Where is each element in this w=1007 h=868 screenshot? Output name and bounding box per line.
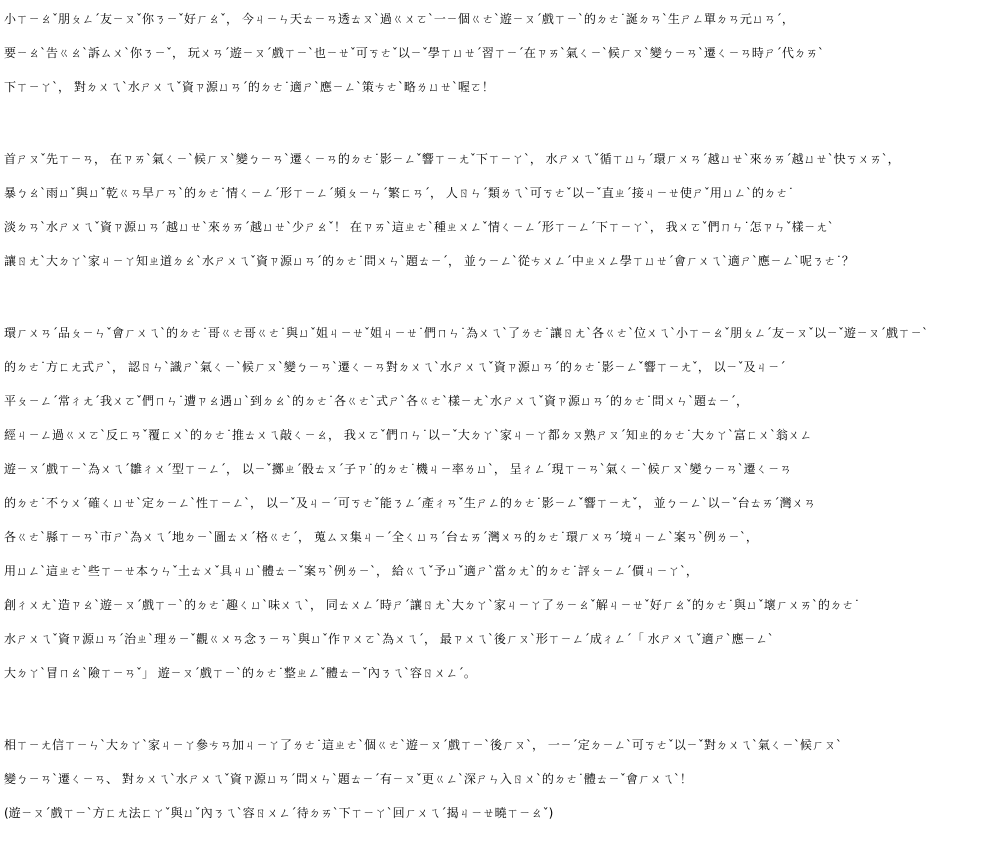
- text-line: 經ㄐㄧㄥ過ㄍㄨㄛˋ反ㄈㄢˇ覆ㄈㄨˋ的ㄉㄜ˙推ㄊㄨㄟ敲ㄑㄧㄠ， 我ㄨㄛˇ們ㄇㄣ˙以ㄧˇ大ㄉㄚˋ家ㄐㄧㄚ都ㄉㄡ熟ㄕㄡˊ知ㄓ的ㄉㄜ˙大ㄉㄚˋ富ㄈㄨˋ翁ㄨㄥ: [4, 428, 812, 442]
- paragraph-conclusion: [4, 728, 1004, 830]
- text-line: 首ㄕㄡˇ先ㄒㄧㄢ， 在ㄗㄞˋ氣ㄑㄧˋ候ㄏㄡˋ變ㄅㄧㄢˋ遷ㄑㄧㄢ的ㄉㄜ˙影ㄧㄥˇ響ㄒㄧㄤˇ下ㄒㄧㄚˋ， 水ㄕㄨㄟˇ循ㄒㄩㄣˊ環ㄏㄨㄢˊ越ㄩㄝˋ來ㄌㄞˊ越ㄩㄝˋ快ㄎㄨㄞˋ，: [4, 152, 900, 166]
- paragraph-game-design: [4, 316, 1004, 690]
- document-body: [4, 2, 1004, 868]
- text-line: 要ㄧㄠˋ告ㄍㄠˋ訴ㄙㄨˋ你ㄋㄧˇ， 玩ㄨㄢˊ遊ㄧㄡˊ戲ㄒㄧˋ也ㄧㄝˇ可ㄎㄜˇ以ㄧˇ學ㄒㄩㄝˊ習ㄒㄧˊ在ㄗㄞˋ氣ㄑㄧˋ候ㄏㄡˋ變ㄅㄧㄢˋ遷ㄑㄧㄢ時ㄕˊ代ㄉㄞˋ: [4, 46, 824, 60]
- text-line: (遊ㄧㄡˊ戲ㄒㄧˋ方ㄈㄤ法ㄈㄚˇ與ㄩˇ內ㄋㄟˋ容ㄖㄨㄥˊ待ㄉㄞˋ下ㄒㄧㄚˋ回ㄏㄨㄟˊ揭ㄐㄧㄝ曉ㄒㄧㄠˇ): [4, 806, 554, 820]
- paragraph-intro: [4, 2, 1004, 104]
- text-line: 用ㄩㄥˋ這ㄓㄜˋ些ㄒㄧㄝ本ㄅㄣˇ土ㄊㄨˇ具ㄐㄩˋ體ㄊㄧˇ案ㄢˋ例ㄌㄧˋ， 給ㄍㄟˇ予ㄩˇ適ㄕˋ當ㄉㄤˋ的ㄉㄜ˙評ㄆㄧㄥˊ價ㄐㄧㄚˋ，: [4, 564, 698, 578]
- text-line: 創ㄔㄨㄤˋ造ㄗㄠˋ遊ㄧㄡˊ戲ㄒㄧˋ的ㄉㄜ˙趣ㄑㄩˋ味ㄨㄟˋ， 同ㄊㄨㄥˊ時ㄕˊ讓ㄖㄤˋ大ㄉㄚˋ家ㄐㄧㄚ了ㄌㄧㄠˇ解ㄐㄧㄝˇ好ㄏㄠˇ的ㄉㄜ˙與ㄩˇ壞ㄏㄨㄞˋ的ㄉㄜ˙: [4, 598, 860, 612]
- text-line: 水ㄕㄨㄟˇ資ㄗ源ㄩㄢˊ治ㄓˋ理ㄌㄧˇ觀ㄍㄨㄢ念ㄋㄧㄢˋ與ㄩˇ作ㄗㄨㄛˋ為ㄨㄟˊ， 最ㄗㄨㄟˋ後ㄏㄡˋ形ㄒㄧㄥˊ成ㄔㄥˊ「 水ㄕㄨㄟˇ適ㄕˋ應ㄧㄥˋ: [4, 632, 774, 646]
- text-line: 淡ㄉㄢˋ水ㄕㄨㄟˇ資ㄗ源ㄩㄢˊ越ㄩㄝˋ來ㄌㄞˊ越ㄩㄝˋ少ㄕㄠˇ！ 在ㄗㄞˋ這ㄓㄜˋ種ㄓㄨㄥˇ情ㄑㄧㄥˊ形ㄒㄧㄥˊ下ㄒㄧㄚˋ， 我ㄨㄛˇ們ㄇㄣ˙怎ㄗㄣˇ樣ㄧㄤˋ: [4, 220, 834, 234]
- text-line: 小ㄒㄧㄠˇ朋ㄆㄥˊ友ㄧㄡˇ你ㄋㄧˇ好ㄏㄠˇ， 今ㄐㄧㄣ天ㄊㄧㄢ透ㄊㄡˋ過ㄍㄨㄛˋ一ㄧ個ㄍㄜˋ遊ㄧㄡˊ戲ㄒㄧˋ的ㄉㄜ˙誕ㄉㄢˋ生ㄕㄥ單ㄉㄢ元ㄩㄢˊ，: [4, 12, 794, 26]
- text-line: 大ㄉㄚˋ冒ㄇㄠˋ險ㄒㄧㄢˇ」 遊ㄧㄡˊ戲ㄒㄧˋ的ㄉㄜ˙整ㄓㄥˇ體ㄊㄧˇ內ㄋㄟˋ容ㄖㄨㄥˊ。: [4, 666, 476, 680]
- text-line: 暴ㄅㄠˋ雨ㄩˇ與ㄩˇ乾ㄍㄢ旱ㄏㄢˋ的ㄉㄜ˙情ㄑㄧㄥˊ形ㄒㄧㄥˊ頻ㄆㄧㄣˊ繁ㄈㄢˊ， 人ㄖㄣˊ類ㄌㄟˋ可ㄎㄜˇ以ㄧˇ直ㄓˊ接ㄐㄧㄝ使ㄕˇ用ㄩㄥˋ的ㄉㄜ˙: [4, 186, 794, 200]
- paragraph-climate: [4, 142, 1004, 278]
- text-line: 變ㄅㄧㄢˋ遷ㄑㄧㄢ、 對ㄉㄨㄟˋ水ㄕㄨㄟˇ資ㄗ源ㄩㄢˊ問ㄨㄣˋ題ㄊㄧˊ有ㄧㄡˇ更ㄍㄥˋ深ㄕㄣ入ㄖㄨˋ的ㄉㄜ˙體ㄊㄧˇ會ㄏㄨㄟˋ！: [4, 772, 692, 786]
- text-line: 環ㄏㄨㄢˊ品ㄆㄧㄣˇ會ㄏㄨㄟˋ的ㄉㄜ˙哥ㄍㄜ哥ㄍㄜ˙與ㄩˇ姐ㄐㄧㄝˇ姐ㄐㄧㄝ˙們ㄇㄣ˙為ㄨㄟˋ了ㄌㄜ˙讓ㄖㄤˋ各ㄍㄜˋ位ㄨㄟˋ小ㄒㄧㄠˇ朋ㄆㄥˊ友ㄧㄡˇ以ㄧˇ遊ㄧㄡˊ戲ㄒㄧˋ: [4, 326, 929, 340]
- text-line: 各ㄍㄜˋ縣ㄒㄧㄢˋ市ㄕˋ為ㄨㄟˊ地ㄉㄧˋ圖ㄊㄨˊ格ㄍㄜˊ， 蒐ㄙㄡ集ㄐㄧˊ全ㄑㄩㄢˊ台ㄊㄞˊ灣ㄨㄢ的ㄉㄜ˙環ㄏㄨㄢˊ境ㄐㄧㄥˋ案ㄢˋ例ㄌㄧˋ，: [4, 530, 758, 544]
- text-line: 的ㄉㄜ˙不ㄅㄨˊ確ㄑㄩㄝˋ定ㄉㄧㄥˋ性ㄒㄧㄥˋ， 以ㄧˇ及ㄐㄧˊ可ㄎㄜˇ能ㄋㄥˊ產ㄔㄢˇ生ㄕㄥ的ㄉㄜ˙影ㄧㄥˇ響ㄒㄧㄤˇ， 並ㄅㄧㄥˋ以ㄧˇ台ㄊㄞˊ灣ㄨㄢ: [4, 496, 816, 510]
- text-line: 相ㄒㄧㄤ信ㄒㄧㄣˋ大ㄉㄚˋ家ㄐㄧㄚ參ㄘㄢ加ㄐㄧㄚ了ㄌㄜ˙這ㄓㄜˋ個ㄍㄜˋ遊ㄧㄡˊ戲ㄒㄧˋ後ㄏㄡˋ， 一ㄧˊ定ㄉㄧㄥˋ可ㄎㄜˇ以ㄧˇ對ㄉㄨㄟˋ氣ㄑㄧˋ候ㄏㄡˋ: [4, 738, 842, 752]
- text-line: 平ㄆㄧㄥˊ常ㄔㄤˊ我ㄨㄛˇ們ㄇㄣ˙遭ㄗㄠ遇ㄩˋ到ㄉㄠˋ的ㄉㄜ˙各ㄍㄜˋ式ㄕˋ各ㄍㄜˋ樣ㄧㄤˋ水ㄕㄨㄟˇ資ㄗ源ㄩㄢˊ的ㄉㄜ˙問ㄨㄣˋ題ㄊㄧˊ，: [4, 394, 749, 408]
- text-line: 遊ㄧㄡˊ戲ㄒㄧˋ為ㄨㄟˊ雛ㄔㄨˊ型ㄒㄧㄥˊ， 以ㄧˇ擲ㄓˊ骰ㄊㄡˊ子ㄗ˙的ㄉㄜ˙機ㄐㄧ率ㄌㄩˋ， 呈ㄔㄥˊ現ㄒㄧㄢˋ氣ㄑㄧˋ候ㄏㄡˋ變ㄅㄧㄢˋ遷ㄑㄧㄢ: [4, 462, 792, 476]
- text-line: 下ㄒㄧㄚˋ， 對ㄉㄨㄟˋ水ㄕㄨㄟˇ資ㄗ源ㄩㄢˊ的ㄉㄜ˙適ㄕˋ應ㄧㄥˋ策ㄘㄜˋ略ㄌㄩㄝˋ喔ㄛ！: [4, 80, 494, 94]
- text-line: 讓ㄖㄤˋ大ㄉㄚˋ家ㄐㄧㄚ知ㄓ道ㄉㄠˋ水ㄕㄨㄟˇ資ㄗ源ㄩㄢˊ的ㄉㄜ˙問ㄨㄣˋ題ㄊㄧˊ， 並ㄅㄧㄥˋ從ㄘㄨㄥˊ中ㄓㄨㄥ學ㄒㄩㄝˊ會ㄏㄨㄟˋ適ㄕˋ應ㄧㄥˋ呢ㄋㄜ˙？: [4, 254, 854, 268]
- text-line: 的ㄉㄜ˙方ㄈㄤ式ㄕˋ， 認ㄖㄣˋ識ㄕˋ氣ㄑㄧˋ候ㄏㄡˋ變ㄅㄧㄢˋ遷ㄑㄧㄢ對ㄉㄨㄟˋ水ㄕㄨㄟˇ資ㄗ源ㄩㄢˊ的ㄉㄜ˙影ㄧㄥˇ響ㄒㄧㄤˇ， 以ㄧˇ及ㄐㄧˊ: [4, 360, 786, 374]
